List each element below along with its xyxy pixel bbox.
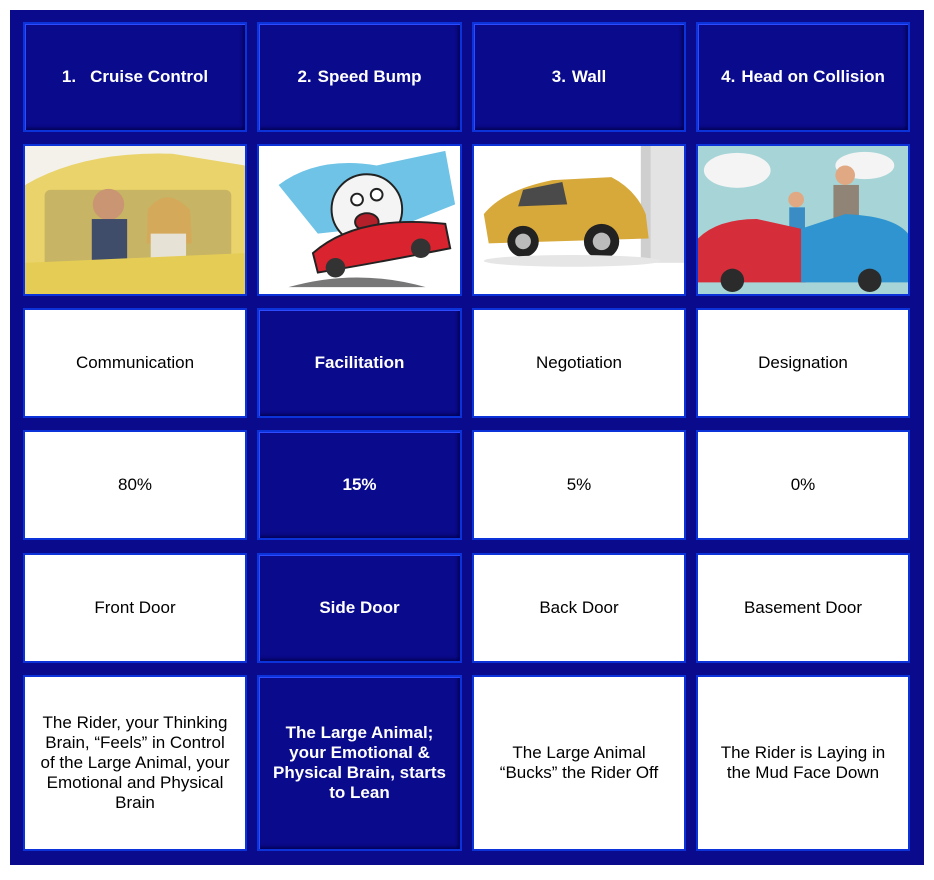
method-facilitation: Facilitation xyxy=(257,308,462,418)
door-side: Side Door xyxy=(257,553,462,663)
description-rider-in-control: The Rider, your Thinking Brain, “Feels” in Control of the Large Animal, your Emotional and Physical Brain xyxy=(23,675,247,851)
image-head-on-collision xyxy=(696,144,910,296)
header-speed-bump xyxy=(257,22,462,132)
header-title: Speed Bump xyxy=(317,67,422,86)
header-number: 1. xyxy=(61,67,77,86)
method-designation: Designation xyxy=(696,308,910,418)
comparison-board xyxy=(10,10,924,865)
image-cruise-control xyxy=(23,144,247,296)
header-number: 2. xyxy=(297,67,312,86)
cartoon-car-bump-icon xyxy=(259,146,460,294)
percent-15: 15% xyxy=(257,430,462,540)
couple-in-car-icon xyxy=(25,146,245,294)
collision-arguing-icon xyxy=(698,146,908,294)
door-back: Back Door xyxy=(472,553,686,663)
header-number: 4. xyxy=(721,67,736,86)
header-title: Head on Collision xyxy=(741,67,885,86)
door-basement: Basement Door xyxy=(696,553,910,663)
method-communication: Communication xyxy=(23,308,247,418)
car-wall-crash-icon xyxy=(474,146,684,294)
image-speed-bump xyxy=(257,144,462,296)
description-rider-in-mud: The Rider is Laying in the Mud Face Down xyxy=(696,675,910,851)
header-number: 3. xyxy=(551,67,566,86)
door-front: Front Door xyxy=(23,553,247,663)
header-title: Cruise Control xyxy=(90,67,209,86)
percent-5: 5% xyxy=(472,430,686,540)
header-cruise-control xyxy=(23,22,247,132)
header-wall xyxy=(472,22,686,132)
method-negotiation: Negotiation xyxy=(472,308,686,418)
header-head-on-collision xyxy=(696,22,910,132)
percent-0: 0% xyxy=(696,430,910,540)
header-title: Wall xyxy=(571,67,607,86)
description-animal-lean: The Large Animal; your Emotional & Physical Brain, starts to Lean xyxy=(257,675,462,851)
percent-80: 80% xyxy=(23,430,247,540)
description-animal-bucks: The Large Animal “Bucks” the Rider Off xyxy=(472,675,686,851)
image-wall xyxy=(472,144,686,296)
